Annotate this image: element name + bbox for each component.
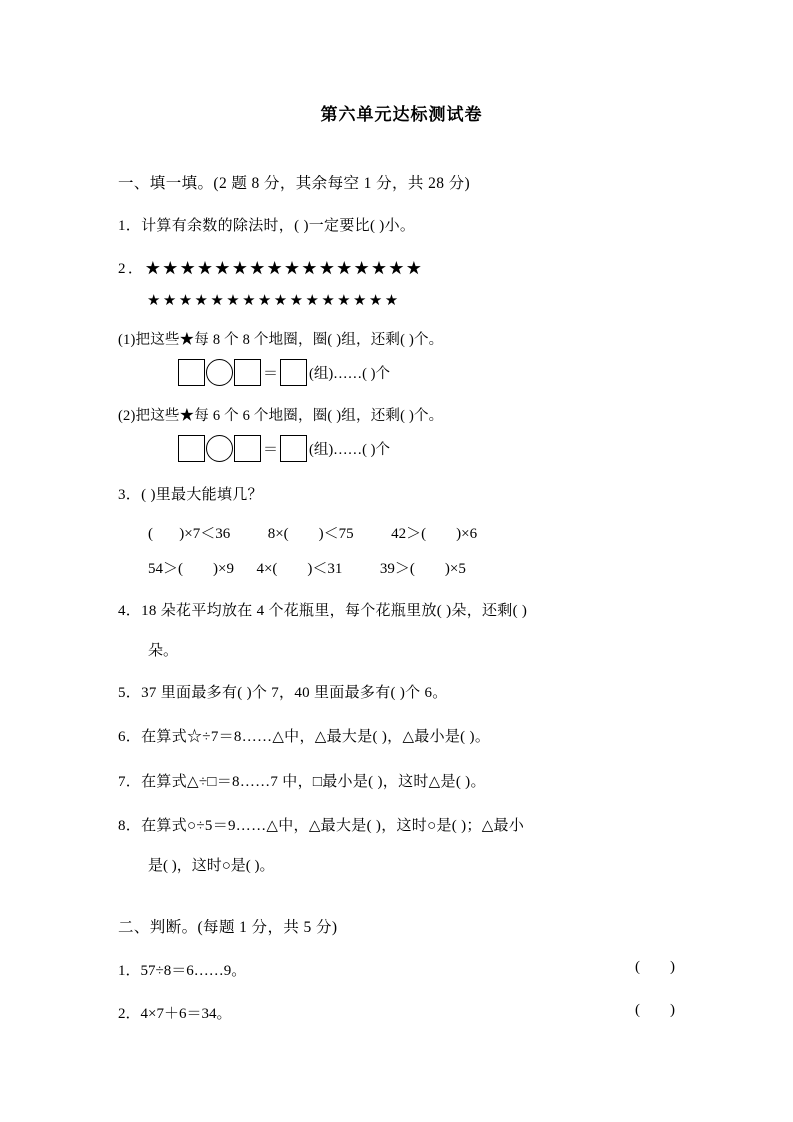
question-1-5: 5．37 里面最多有( )个 7，40 里面最多有( )个 6。 bbox=[118, 684, 448, 701]
question-1-4-continued: 朵。 bbox=[148, 642, 179, 659]
answer-box[interactable] bbox=[280, 359, 307, 386]
page-title: 第六单元达标测试卷 bbox=[320, 105, 483, 124]
question-1-3: 3．( )里最大能填几？ bbox=[118, 486, 263, 503]
page-content bbox=[0, 171, 793, 1023]
question-1-1: 1．计算有余数的除法时，( )一定要比( )小。 bbox=[118, 218, 416, 234]
question-1-3-line-1: ( )×7＜36 8×( )＜75 42＞( )×6 bbox=[148, 526, 478, 542]
question-1-6: 6．在算式☆÷7＝8……△中，△最大是( )，△最小是( )。 bbox=[118, 729, 491, 745]
section-2-heading: 二、判断。(每题 1 分，共 5 分) bbox=[118, 918, 338, 936]
operator-circle[interactable] bbox=[206, 359, 233, 386]
operator-circle[interactable] bbox=[206, 435, 233, 462]
section-2-item-2 bbox=[118, 1002, 675, 1023]
section-2-item-1 bbox=[118, 959, 675, 980]
question-1-2-sub-1: (1)把这些★每 8 个 8 个地圈，圈( )组，还剩( )个。 bbox=[118, 331, 444, 348]
answer-boxes-2 bbox=[118, 435, 675, 462]
answer-box[interactable] bbox=[234, 359, 261, 386]
question-1-7: 7．在算式△÷□＝8……7 中，□最小是( )，这时△是( )。 bbox=[118, 773, 486, 790]
answer-box[interactable] bbox=[178, 359, 205, 386]
equals-sign: ＝ bbox=[263, 365, 279, 382]
answer-box[interactable] bbox=[234, 435, 261, 462]
question-1-8: 8．在算式○÷5＝9……△中，△最大是( )，这时○是( )；△最小 bbox=[118, 818, 525, 834]
question-1-2-stars-row-1 bbox=[118, 260, 675, 278]
question-1-2-stars-row-2: ★★★★★★★★★★★★★★★★ bbox=[147, 292, 401, 309]
section-2-item-1-answer[interactable]: ( ) bbox=[635, 958, 675, 975]
stars-line-1: ★★★★★★★★★★★★★★★★ bbox=[145, 260, 424, 277]
question-1-2-label: 2． bbox=[118, 260, 146, 277]
answer-box[interactable] bbox=[178, 435, 205, 462]
section-1-heading: 一、填一填。(2 题 8 分，其余每空 1 分，共 28 分) bbox=[118, 175, 471, 192]
answer-boxes-1 bbox=[118, 359, 675, 386]
answer-box[interactable] bbox=[280, 435, 307, 462]
question-1-2-sub-2: (2)把这些★每 6 个 6 个地圈，圈( )组，还剩( )个。 bbox=[118, 407, 444, 424]
question-1-3-line-2: 54＞( )×9 4×( )＜31 39＞( )×5 bbox=[148, 561, 466, 577]
question-1-4: 4．18 朵花平均放在 4 个花瓶里，每个花瓶里放( )朵，还剩( ) bbox=[118, 603, 528, 619]
answer-boxes-2-tail: (组)……( )个 bbox=[309, 441, 390, 458]
section-2-item-2-text: 2．4×7＋6＝34。 bbox=[118, 1005, 232, 1022]
question-1-3-expressions bbox=[118, 522, 675, 578]
question-1-8-continued: 是( )，这时○是( )。 bbox=[148, 857, 275, 874]
answer-boxes-1-tail: (组)……( )个 bbox=[309, 365, 390, 382]
equals-sign: ＝ bbox=[263, 441, 279, 458]
section-2-item-1-text: 1．57÷8＝6……9。 bbox=[118, 962, 247, 979]
section-2-item-2-answer[interactable]: ( ) bbox=[635, 1001, 675, 1018]
